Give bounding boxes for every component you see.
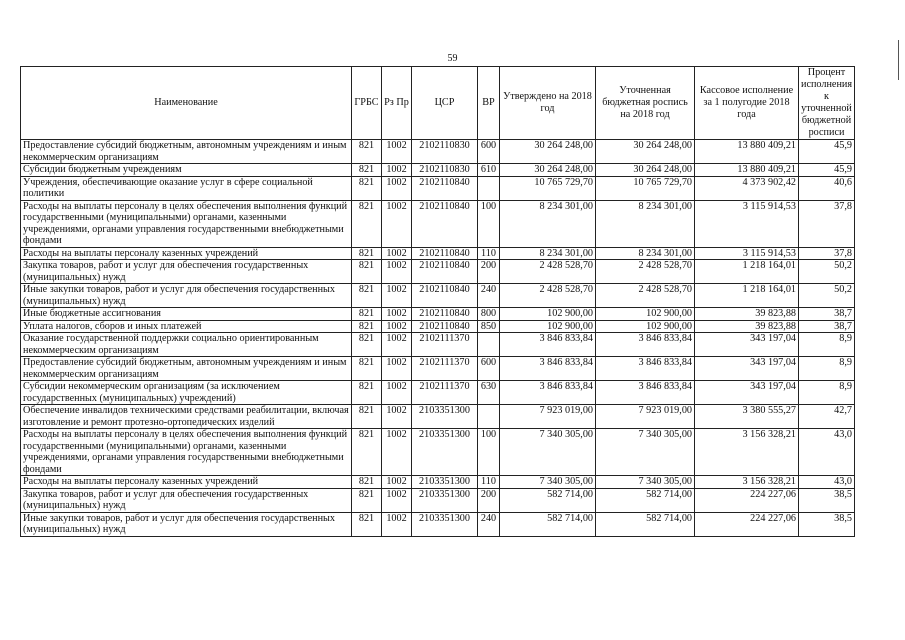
cell-refined: 3 846 833,84 [596, 333, 695, 357]
cell-grbs: 821 [352, 308, 382, 321]
cell-name: Закупка товаров, работ и услуг для обеспечения государственных (муниципальных) нужд [21, 260, 352, 284]
cell-rzpr: 1002 [382, 488, 412, 512]
cell-percent: 38,7 [799, 308, 855, 321]
cell-vr [478, 333, 500, 357]
header-cash: Кассовое исполнение за 1 полугодие 2018 года [695, 67, 799, 140]
cell-cash: 3 115 914,53 [695, 200, 799, 247]
cell-refined: 2 428 528,70 [596, 284, 695, 308]
cell-percent: 38,5 [799, 488, 855, 512]
table-row [21, 260, 855, 284]
cell-grbs: 821 [352, 200, 382, 247]
header-name: Наименование [21, 67, 352, 140]
cell-vr: 850 [478, 320, 500, 333]
cell-refined: 582 714,00 [596, 512, 695, 536]
cell-name: Уплата налогов, сборов и иных платежей [21, 320, 352, 333]
cell-vr: 600 [478, 140, 500, 164]
cell-percent: 37,8 [799, 247, 855, 260]
cell-csr: 2102110840 [412, 284, 478, 308]
cell-approved: 7 340 305,00 [500, 429, 596, 476]
cell-name: Предоставление субсидий бюджетным, автономным учреждениям и иным некоммерческим организациям [21, 140, 352, 164]
header-approved: Утверждено на 2018 год [500, 67, 596, 140]
cell-name: Расходы на выплаты персоналу в целях обеспечения выполнения функций государственными (муниципальными) органами, казенными учреждениями, органами управления государственными внебюджетными фондами [21, 429, 352, 476]
cell-approved: 7 923 019,00 [500, 405, 596, 429]
header-grbs: ГРБС [352, 67, 382, 140]
cell-approved: 3 846 833,84 [500, 381, 596, 405]
cell-vr: 600 [478, 357, 500, 381]
cell-csr: 2102110840 [412, 260, 478, 284]
cell-cash: 343 197,04 [695, 381, 799, 405]
table-row [21, 140, 855, 164]
table-row [21, 176, 855, 200]
cell-refined: 8 234 301,00 [596, 247, 695, 260]
cell-grbs: 821 [352, 247, 382, 260]
cell-csr: 2103351300 [412, 488, 478, 512]
cell-rzpr: 1002 [382, 381, 412, 405]
cell-name: Иные закупки товаров, работ и услуг для обеспечения государственных (муниципальных) нужд [21, 284, 352, 308]
cell-percent: 37,8 [799, 200, 855, 247]
cell-approved: 102 900,00 [500, 308, 596, 321]
budget-execution-table [20, 66, 855, 537]
cell-refined: 7 340 305,00 [596, 476, 695, 489]
table-row [21, 405, 855, 429]
cell-name: Оказание государственной поддержки социально ориентированным некоммерческим организациям [21, 333, 352, 357]
cell-name: Субсидии бюджетным учреждениям [21, 164, 352, 177]
page-number: 59 [447, 53, 458, 64]
cell-refined: 30 264 248,00 [596, 140, 695, 164]
cell-rzpr: 1002 [382, 476, 412, 489]
table-body [21, 140, 855, 537]
cell-percent: 50,2 [799, 260, 855, 284]
cell-percent: 8,9 [799, 381, 855, 405]
table-row [21, 512, 855, 536]
cell-approved: 30 264 248,00 [500, 164, 596, 177]
cell-vr: 200 [478, 260, 500, 284]
cell-grbs: 821 [352, 476, 382, 489]
cell-name: Обеспечение инвалидов техническими средствами реабилитации, включая изготовление и ремонт протезно-ортопедических изделий [21, 405, 352, 429]
cell-rzpr: 1002 [382, 405, 412, 429]
cell-name: Субсидии некоммерческим организациям (за исключением государственных (муниципальных) учреждений) [21, 381, 352, 405]
cell-refined: 2 428 528,70 [596, 260, 695, 284]
cell-grbs: 821 [352, 260, 382, 284]
cell-refined: 7 923 019,00 [596, 405, 695, 429]
cell-rzpr: 1002 [382, 176, 412, 200]
cell-refined: 582 714,00 [596, 488, 695, 512]
cell-csr: 2102110830 [412, 164, 478, 177]
cell-cash: 1 218 164,01 [695, 284, 799, 308]
cell-cash: 39 823,88 [695, 308, 799, 321]
table-row [21, 488, 855, 512]
header-csr: ЦСР [412, 67, 478, 140]
cell-cash: 13 880 409,21 [695, 140, 799, 164]
cell-csr: 2103351300 [412, 512, 478, 536]
cell-grbs: 821 [352, 405, 382, 429]
cell-refined: 30 264 248,00 [596, 164, 695, 177]
cell-csr: 2102110840 [412, 176, 478, 200]
cell-vr: 100 [478, 200, 500, 247]
cell-cash: 1 218 164,01 [695, 260, 799, 284]
cell-grbs: 821 [352, 429, 382, 476]
cell-approved: 8 234 301,00 [500, 247, 596, 260]
cell-rzpr: 1002 [382, 140, 412, 164]
cell-cash: 13 880 409,21 [695, 164, 799, 177]
cell-grbs: 821 [352, 164, 382, 177]
cell-grbs: 821 [352, 333, 382, 357]
cell-approved: 30 264 248,00 [500, 140, 596, 164]
cell-cash: 3 156 328,21 [695, 476, 799, 489]
cell-rzpr: 1002 [382, 308, 412, 321]
cell-grbs: 821 [352, 357, 382, 381]
cell-vr: 110 [478, 247, 500, 260]
cell-rzpr: 1002 [382, 284, 412, 308]
cell-name: Учреждения, обеспечивающие оказание услуг в сфере социальной политики [21, 176, 352, 200]
cell-vr: 200 [478, 488, 500, 512]
cell-vr: 610 [478, 164, 500, 177]
table-row [21, 200, 855, 247]
cell-percent: 43,0 [799, 476, 855, 489]
cell-grbs: 821 [352, 284, 382, 308]
table-row [21, 429, 855, 476]
table-row [21, 357, 855, 381]
cell-percent: 8,9 [799, 357, 855, 381]
cell-vr: 630 [478, 381, 500, 405]
cell-grbs: 821 [352, 512, 382, 536]
cell-grbs: 821 [352, 381, 382, 405]
cell-vr [478, 405, 500, 429]
cell-rzpr: 1002 [382, 247, 412, 260]
cell-rzpr: 1002 [382, 164, 412, 177]
cell-rzpr: 1002 [382, 200, 412, 247]
cell-csr: 2102111370 [412, 381, 478, 405]
cell-name: Иные закупки товаров, работ и услуг для обеспечения государственных (муниципальных) нужд [21, 512, 352, 536]
cell-csr: 2102111370 [412, 357, 478, 381]
cell-grbs: 821 [352, 140, 382, 164]
cell-approved: 102 900,00 [500, 320, 596, 333]
cell-refined: 3 846 833,84 [596, 381, 695, 405]
cell-rzpr: 1002 [382, 512, 412, 536]
cell-percent: 45,9 [799, 140, 855, 164]
cell-approved: 2 428 528,70 [500, 284, 596, 308]
cell-name: Расходы на выплаты персоналу казенных учреждений [21, 247, 352, 260]
cell-csr: 2103351300 [412, 476, 478, 489]
cell-csr: 2103351300 [412, 405, 478, 429]
cell-name: Расходы на выплаты персоналу в целях обеспечения выполнения функций государственными (муниципальными) органами, казенными учреждениями, органами управления государственными внебюджетными фондами [21, 200, 352, 247]
cell-approved: 582 714,00 [500, 488, 596, 512]
cell-percent: 40,6 [799, 176, 855, 200]
table-row [21, 333, 855, 357]
cell-refined: 102 900,00 [596, 320, 695, 333]
cell-grbs: 821 [352, 320, 382, 333]
cell-csr: 2102110840 [412, 247, 478, 260]
cell-refined: 8 234 301,00 [596, 200, 695, 247]
cell-cash: 343 197,04 [695, 357, 799, 381]
cell-name: Закупка товаров, работ и услуг для обеспечения государственных (муниципальных) нужд [21, 488, 352, 512]
cell-grbs: 821 [352, 176, 382, 200]
cell-cash: 224 227,06 [695, 512, 799, 536]
cell-refined: 10 765 729,70 [596, 176, 695, 200]
table-row [21, 320, 855, 333]
cell-refined: 102 900,00 [596, 308, 695, 321]
cell-csr: 2103351300 [412, 429, 478, 476]
table-row [21, 284, 855, 308]
cell-csr: 2102111370 [412, 333, 478, 357]
cell-approved: 3 846 833,84 [500, 333, 596, 357]
table-row [21, 247, 855, 260]
cell-percent: 45,9 [799, 164, 855, 177]
cell-percent: 38,7 [799, 320, 855, 333]
cell-approved: 8 234 301,00 [500, 200, 596, 247]
cell-cash: 3 380 555,27 [695, 405, 799, 429]
cell-csr: 2102110840 [412, 200, 478, 247]
cell-vr: 110 [478, 476, 500, 489]
header-percent: Процент исполнения к уточненной бюджетной росписи [799, 67, 855, 140]
cell-name: Предоставление субсидий бюджетным, автономным учреждениям и иным некоммерческим организациям [21, 357, 352, 381]
cell-vr [478, 176, 500, 200]
cell-refined: 7 340 305,00 [596, 429, 695, 476]
cell-csr: 2102110840 [412, 308, 478, 321]
cell-vr: 240 [478, 284, 500, 308]
cell-grbs: 821 [352, 488, 382, 512]
table-row [21, 308, 855, 321]
cell-percent: 50,2 [799, 284, 855, 308]
cell-rzpr: 1002 [382, 333, 412, 357]
cell-cash: 4 373 902,42 [695, 176, 799, 200]
cell-rzpr: 1002 [382, 260, 412, 284]
cell-percent: 43,0 [799, 429, 855, 476]
cell-approved: 7 340 305,00 [500, 476, 596, 489]
cell-rzpr: 1002 [382, 429, 412, 476]
cell-vr: 100 [478, 429, 500, 476]
cell-approved: 2 428 528,70 [500, 260, 596, 284]
header-row [21, 67, 855, 140]
cell-cash: 3 156 328,21 [695, 429, 799, 476]
cell-approved: 10 765 729,70 [500, 176, 596, 200]
cell-name: Иные бюджетные ассигнования [21, 308, 352, 321]
table-row [21, 164, 855, 177]
table-row [21, 476, 855, 489]
cell-cash: 39 823,88 [695, 320, 799, 333]
cell-rzpr: 1002 [382, 357, 412, 381]
cell-vr: 240 [478, 512, 500, 536]
cell-cash: 3 115 914,53 [695, 247, 799, 260]
cell-percent: 8,9 [799, 333, 855, 357]
cell-cash: 343 197,04 [695, 333, 799, 357]
cell-name: Расходы на выплаты персоналу казенных учреждений [21, 476, 352, 489]
cell-rzpr: 1002 [382, 320, 412, 333]
header-refined: Уточненная бюджетная роспись на 2018 год [596, 67, 695, 140]
scan-edge-mark [898, 40, 899, 80]
cell-approved: 582 714,00 [500, 512, 596, 536]
cell-cash: 224 227,06 [695, 488, 799, 512]
cell-refined: 3 846 833,84 [596, 357, 695, 381]
header-vr: ВР [478, 67, 500, 140]
header-rzpr: Рз Пр [382, 67, 412, 140]
cell-percent: 42,7 [799, 405, 855, 429]
cell-vr: 800 [478, 308, 500, 321]
table-row [21, 381, 855, 405]
cell-csr: 2102110840 [412, 320, 478, 333]
cell-approved: 3 846 833,84 [500, 357, 596, 381]
cell-percent: 38,5 [799, 512, 855, 536]
cell-csr: 2102110830 [412, 140, 478, 164]
